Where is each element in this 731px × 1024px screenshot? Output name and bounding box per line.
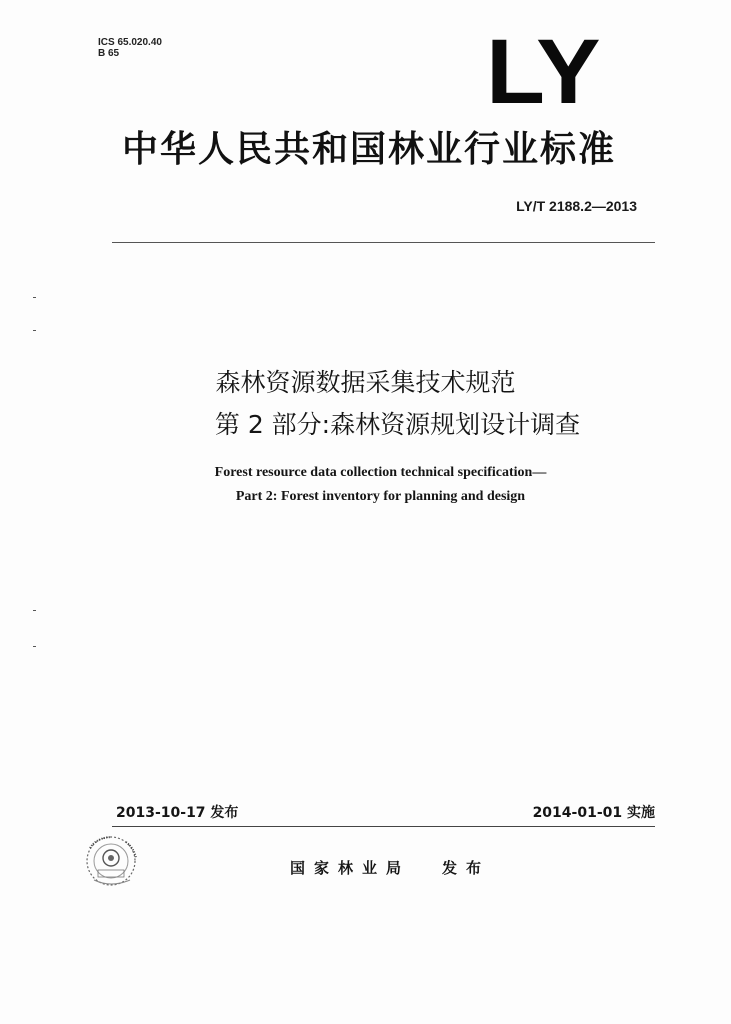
ics-code: ICS 65.020.40 [98, 37, 162, 48]
bottom-divider [112, 826, 655, 827]
issuer-title: 中华人民共和国林业行业标准 [122, 129, 617, 170]
english-title-line-1: Forest resource data collection technical specification— [214, 465, 547, 480]
ccs-code: B 65 [98, 48, 120, 59]
publish-verb: 发布 [442, 859, 491, 877]
english-title-line-2: Part 2: Forest inventory for planning and design [235, 489, 526, 504]
margin-mark [33, 646, 36, 647]
margin-mark [33, 330, 36, 331]
issue-date: 2013-10-17 发布 [116, 805, 239, 821]
publisher-name: 国家林业局 [290, 859, 411, 877]
standard-number: LY/T 2188.2—2013 [516, 198, 637, 214]
chinese-title-line-1: 森林资源数据采集技术规范 [215, 368, 516, 397]
implementation-date: 2014-01-01 实施 [532, 805, 655, 821]
top-divider [112, 242, 655, 243]
publisher-seal-icon [82, 834, 144, 894]
standard-category-code: LY [486, 21, 601, 123]
chinese-title-line-2: 第 2 部分:森林资源规划设计调查 [214, 410, 581, 439]
margin-mark [33, 297, 36, 298]
margin-mark [33, 610, 36, 611]
